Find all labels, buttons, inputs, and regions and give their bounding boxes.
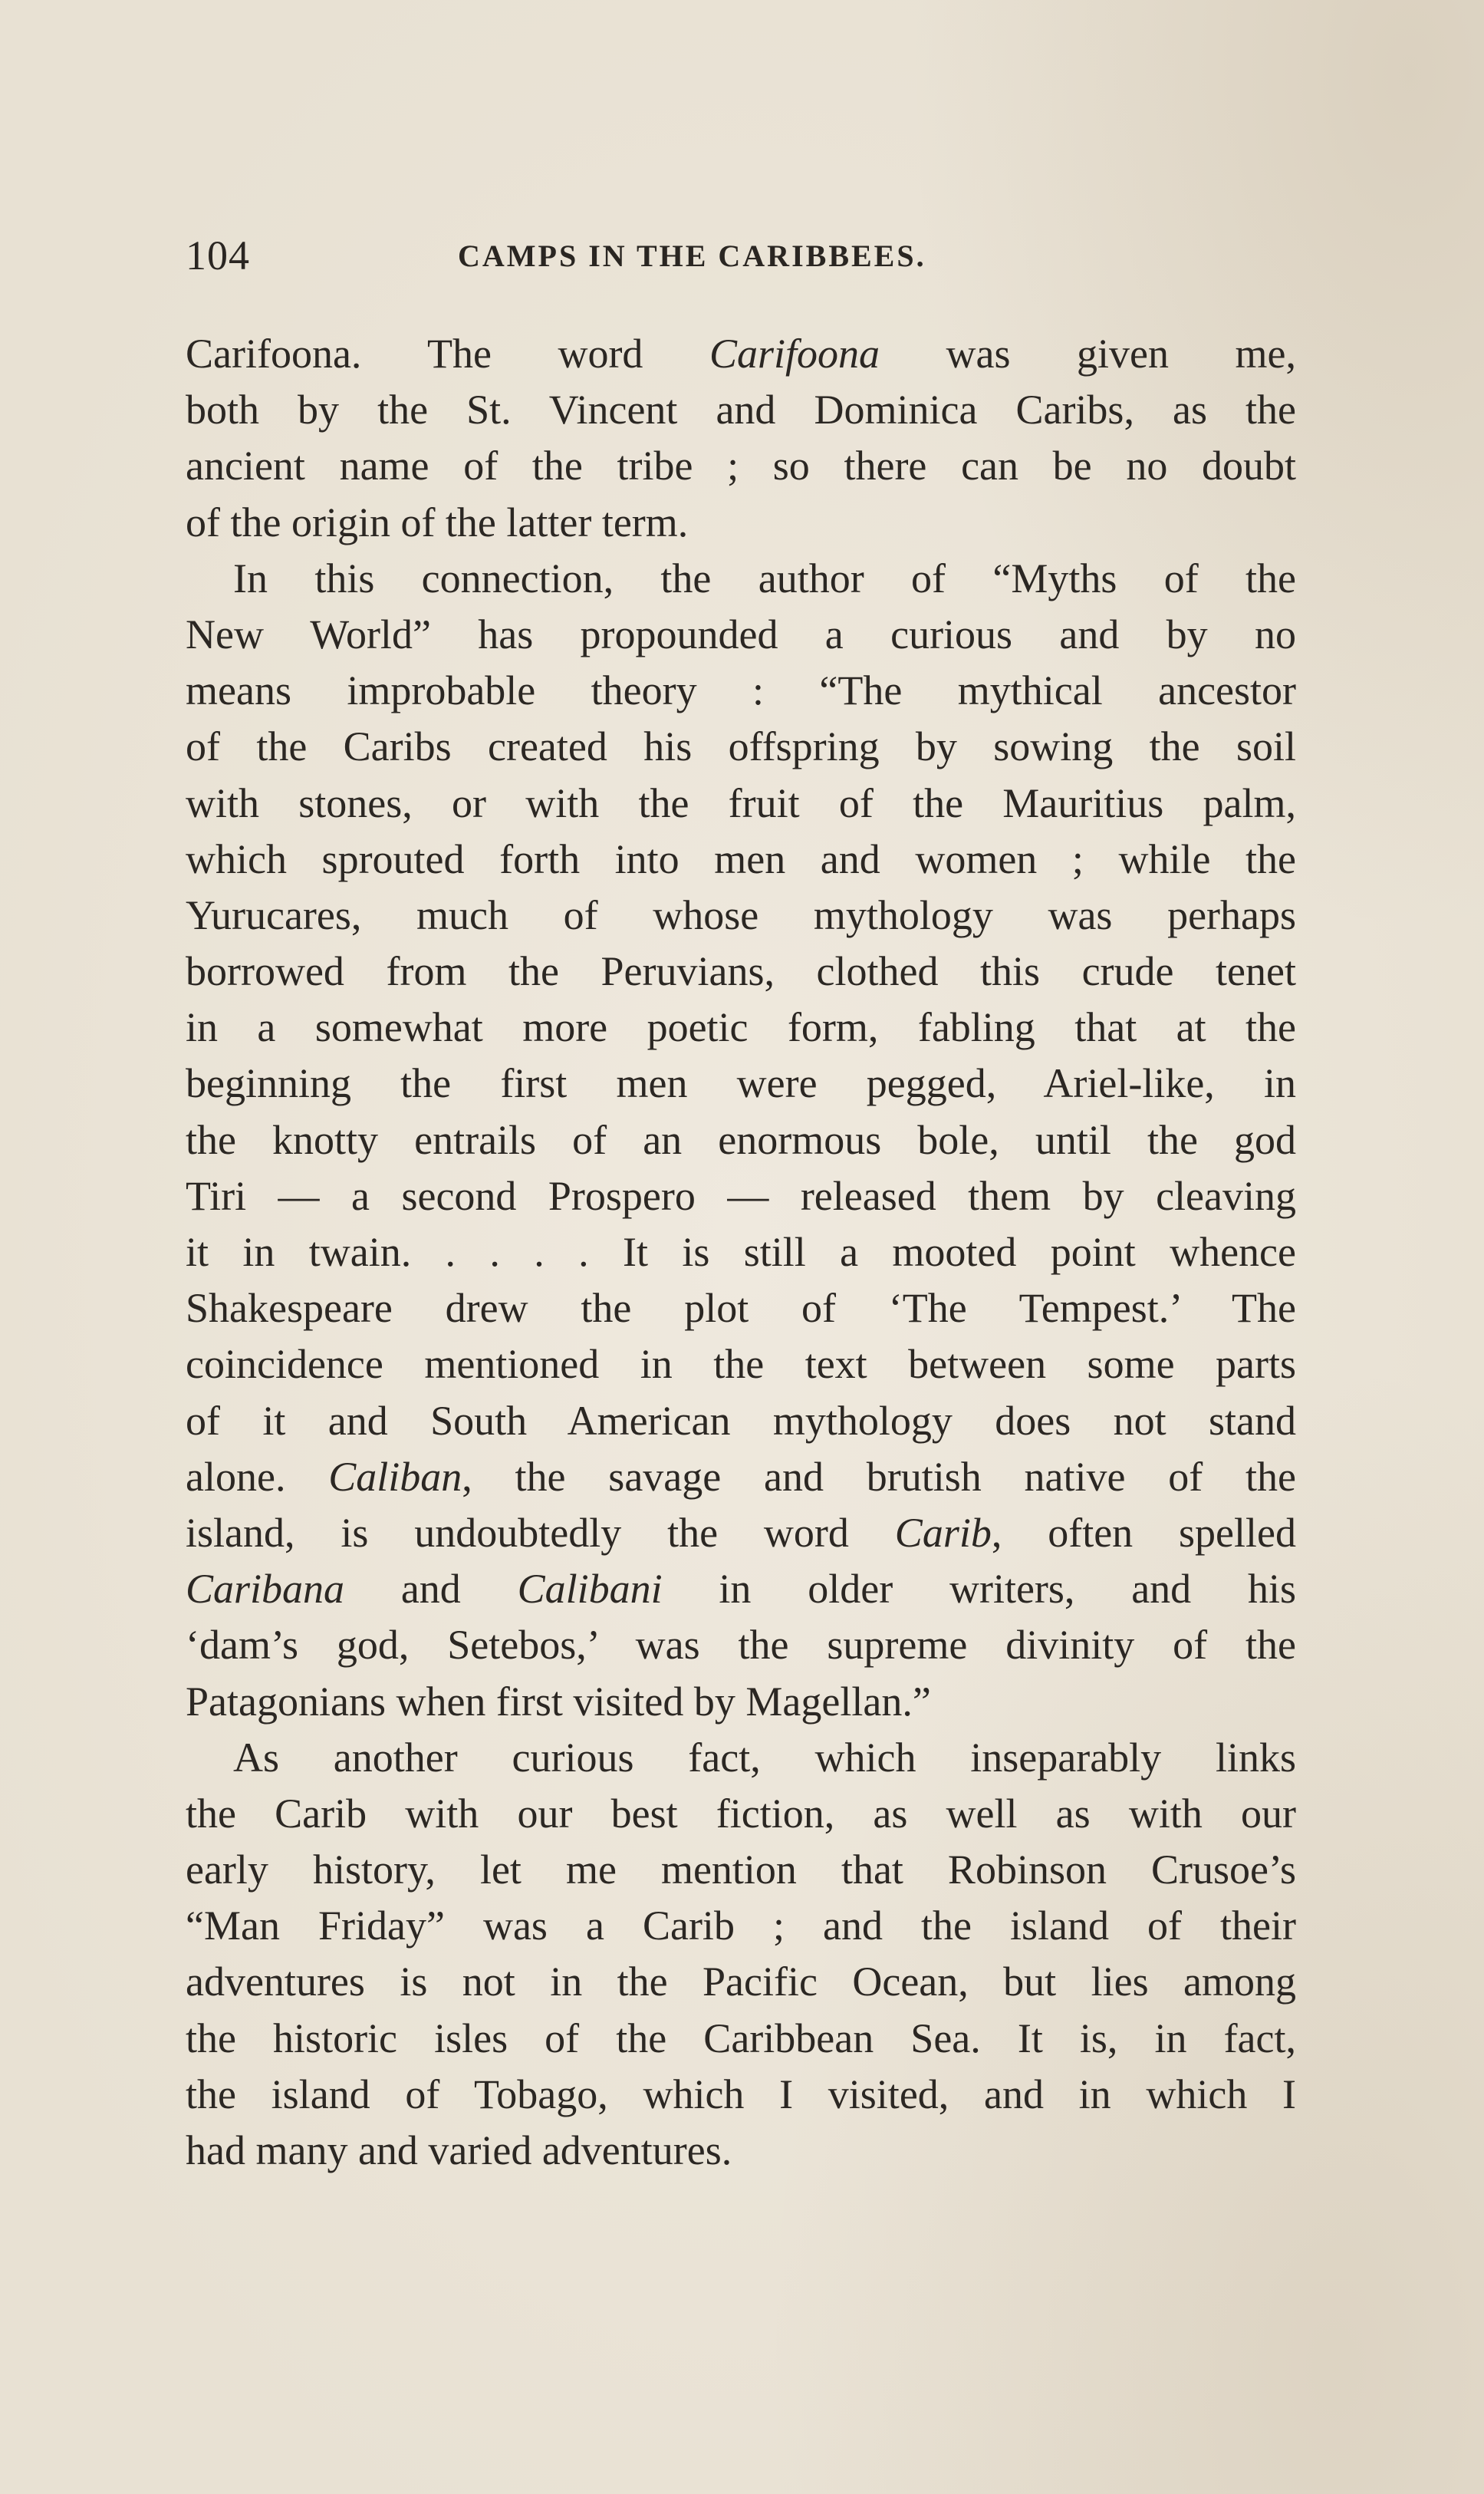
text-line: which sprouted forth into men and women ; while the	[186, 835, 1296, 882]
running-title: CAMPS IN THE CARIBBEES.	[458, 239, 926, 273]
text-line: of the Caribs created his offspring by sowing the soil	[186, 723, 1296, 770]
running-head	[186, 227, 1296, 288]
text-line: Caribana and Calibani in older writers, and his	[186, 1566, 1296, 1613]
text-line: Carifoona. The word Carifoona was given me,	[186, 331, 1296, 377]
text-line: it in twain. . . . . It is still a mooted point whence	[186, 1229, 1296, 1275]
paragraph	[186, 326, 1296, 551]
text-line: the historic isles of the Caribbean Sea. It is, in fact,	[186, 2015, 1296, 2061]
italic-word: Carib	[894, 1509, 992, 1556]
text-line: borrowed from the Peruvians, clothed this crude tenet	[186, 948, 1296, 995]
text-line: island, is undoubtedly the word Carib, often spelled	[186, 1509, 1296, 1556]
text-line: beginning the first men were pegged, Ariel-like, in	[186, 1060, 1296, 1107]
text-line: Tiri — a second Prospero — released them by cleaving	[186, 1172, 1296, 1219]
text-line: As another curious fact, which inseparably links	[233, 1734, 1296, 1781]
text-line: the island of Tobago, which I visited, and in which I	[186, 2071, 1296, 2117]
text-line: both by the St. Vincent and Dominica Caribs, as the	[186, 387, 1296, 433]
text-line: alone. Caliban, the savage and brutish native of the	[186, 1453, 1296, 1500]
text-line: means improbable theory : “The mythical ancestor	[186, 667, 1296, 714]
text-line: of the origin of the latter term.	[186, 499, 689, 545]
text-line: New World” has propounded a curious and by no	[186, 611, 1296, 657]
text-line: Patagonians when first visited by Magellan.”	[186, 1678, 931, 1725]
page-number: 104	[186, 232, 250, 278]
text-line: early history, let me mention that Robinson Crusoe’s	[186, 1847, 1296, 1893]
text-line: “Man Friday” was a Carib ; and the island of their	[186, 1903, 1296, 1949]
text-line: of it and South American mythology does not stand	[186, 1397, 1296, 1444]
text-line: in a somewhat more poetic form, fabling that at the	[186, 1004, 1296, 1051]
text-line: ‘dam’s god, Setebos,’ was the supreme divinity of the	[186, 1622, 1296, 1669]
text-line: the knotty entrails of an enormous bole, until the god	[186, 1116, 1296, 1163]
italic-word: Caribana	[186, 1566, 345, 1613]
text-line: adventures is not in the Pacific Ocean, but lies among	[186, 1959, 1296, 2005]
paragraph	[186, 1730, 1296, 2179]
text-line: ancient name of the tribe ; so there can be no doubt	[186, 443, 1296, 489]
text-line: coincidence mentioned in the text between some parts	[186, 1341, 1296, 1388]
italic-word: Calibani	[517, 1566, 663, 1613]
text-line: Yurucares, much of whose mythology was perhaps	[186, 891, 1296, 938]
text-line: Shakespeare drew the plot of ‘The Tempest.’ The	[186, 1285, 1296, 1332]
text-line: had many and varied adventures.	[186, 2127, 732, 2173]
body-text	[186, 326, 1296, 2179]
italic-word: Carifoona	[709, 331, 880, 377]
text-line: the Carib with our best fiction, as well as with our	[186, 1790, 1296, 1837]
paragraph	[186, 551, 1296, 1730]
italic-word: Caliban	[328, 1453, 462, 1500]
text-line: with stones, or with the fruit of the Mauritius palm,	[186, 779, 1296, 826]
text-line: In this connection, the author of “Myths of the	[233, 555, 1296, 601]
